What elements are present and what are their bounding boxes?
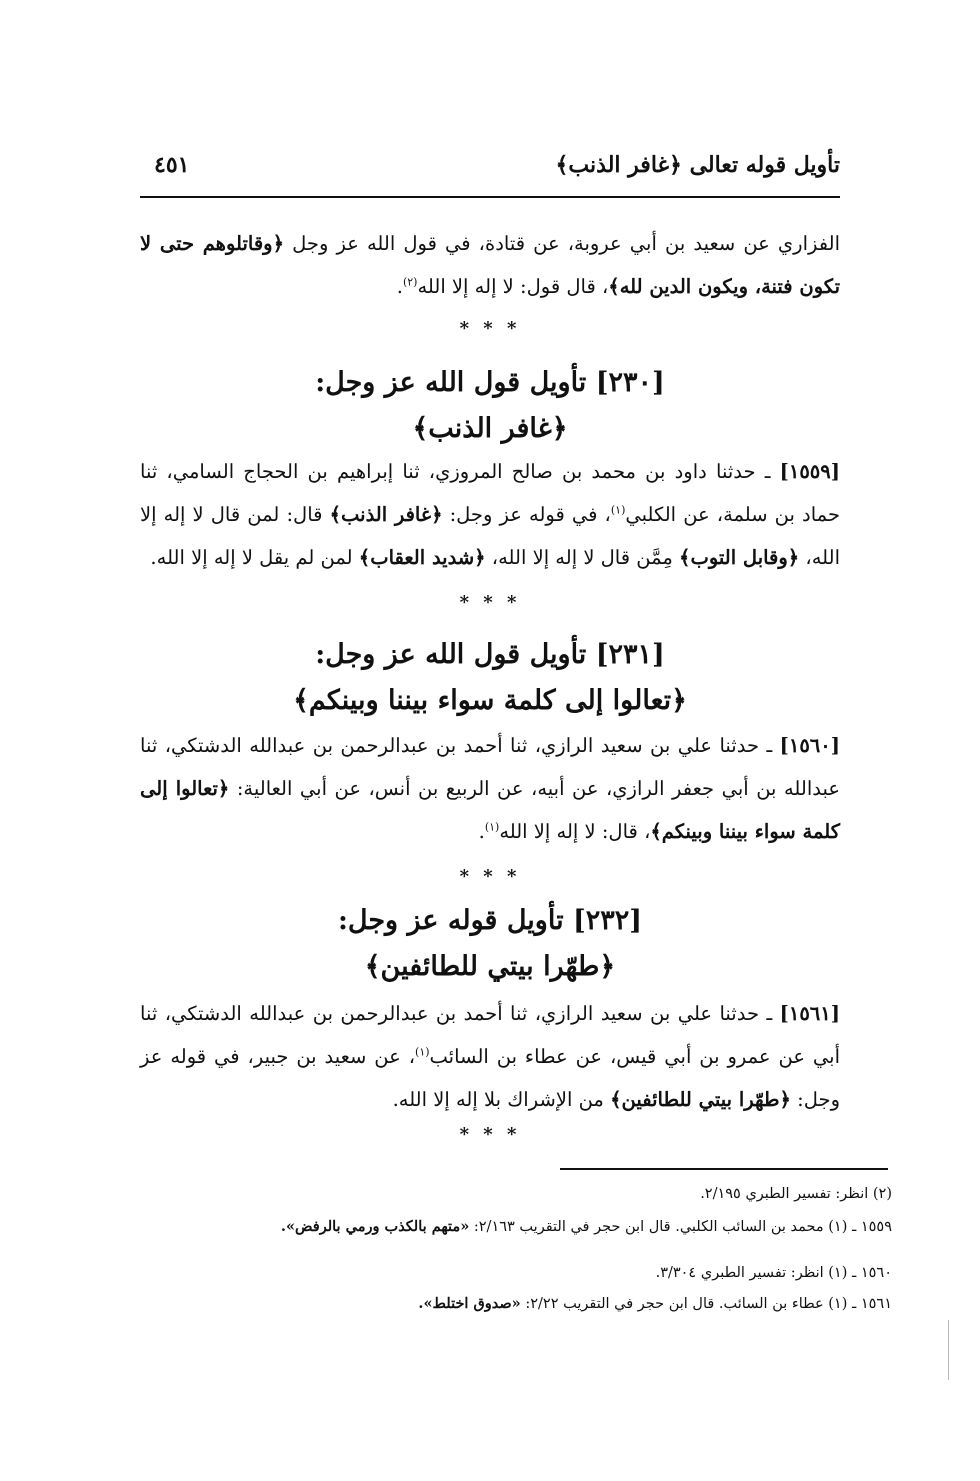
- hadith-paragraph: [140, 724, 840, 853]
- scan-margin-mark: [948, 1320, 949, 1380]
- hadith-paragraph: [140, 992, 840, 1121]
- paragraph-text: ، قال: لا إله إلا الله: [499, 820, 651, 843]
- paragraph-text: ـ حدثنا داود بن محمد بن صالح المروزي، ثنا إبراهيم بن الحجاج السامي، ثنا حماد بن سلمة، عن الكلبي: [140, 460, 841, 526]
- quran-quote: ﴿طهّرا بيتي للطائفين﴾: [610, 1088, 791, 1111]
- paragraph-text: .: [478, 820, 485, 843]
- footnote-ref: (١): [415, 1045, 430, 1059]
- hadith-number: [١٥٦١]: [779, 1002, 840, 1025]
- header-rule: [140, 196, 840, 198]
- footnote-quote: «متهم بالكذب ورمي بالرفض».: [280, 1218, 470, 1235]
- intro-text: ، قال قول: لا إله إلا الله: [417, 275, 609, 298]
- quran-quote: ﴿تعالوا إلى كلمة سواء بيننا وبينكم﴾: [140, 777, 840, 843]
- quran-quote: ﴿شديد العقاب﴾: [358, 546, 486, 569]
- paragraph-text: من الإشراك بلا إله إلا الله.: [392, 1088, 611, 1111]
- footnote-ref: (٢): [402, 275, 418, 289]
- paragraph-text: ، عن سعيد بن جبير، في قوله عز وجل:: [140, 1045, 840, 1111]
- footnote: (٢) انظر: تفسير الطبري ٢/١٩٥.: [700, 1186, 892, 1202]
- paragraph-text: ، في قوله عز وجل:: [442, 503, 611, 526]
- hadith-number: [١٥٥٩]: [779, 460, 840, 483]
- intro-text: الفزاري عن سعيد بن أبي عروبة، عن قتادة، في قول الله عز وجل: [284, 232, 840, 255]
- quran-quote: ﴿وقابل التوب﴾: [679, 546, 800, 569]
- footnote: ١٥٦٠ ـ (١) انظر: تفسير الطبري ٣/٣٠٤.: [655, 1265, 892, 1281]
- footnote-ref: (١): [484, 820, 500, 834]
- section-separator: * * *: [459, 866, 521, 887]
- footnote-text: ١٥٦١ ـ (١) عطاء بن السائب. قال ابن حجر في التقريب ٢/٢٢:: [520, 1296, 892, 1312]
- paragraph-text: لمن لم يقل لا إله إلا الله.: [150, 546, 359, 569]
- paragraph-text: قال: لمن قال لا إله إلا الله،: [140, 503, 840, 569]
- heading-line: [٢٣٠] تأويل قول الله عز وجل:: [315, 367, 665, 398]
- hadith-paragraph: [140, 450, 840, 579]
- footnote-text: ١٥٥٩ ـ (١) محمد بن السائب الكلبي. قال ابن حجر في التقريب ٢/١٦٣:: [469, 1219, 892, 1235]
- quran-quote: ﴿وقاتلوهم حتى لا تكون فتنة، ويكون الدين لله﴾: [140, 232, 840, 298]
- page-header: [140, 152, 840, 194]
- heading-verse: ﴿تعالوا إلى كلمة سواء بيننا وبينكم﴾: [293, 685, 687, 716]
- heading-line: [٢٣١] تأويل قول الله عز وجل:: [315, 639, 665, 670]
- paragraph-text: مِمَّن قال لا إله إلا الله،: [485, 546, 680, 569]
- intro-paragraph: [140, 222, 840, 308]
- footnote-rule: [560, 1168, 888, 1170]
- footnote: [140, 1293, 892, 1315]
- section-heading: [140, 360, 840, 452]
- footnote-quote: «صدوق اختلط».: [418, 1295, 521, 1312]
- paragraph-text: ـ حدثنا علي بن سعيد الرازي، ثنا أحمد بن عبدالرحمن بن عبدالله الدشتكي، ثنا عبدالله بن أبي جعفر الرازي، عن أبيه، عن الربيع بن أنس، عن أبي العالية:: [140, 734, 840, 800]
- running-title: تأويل قوله تعالى ﴿غافر الذنب﴾: [555, 152, 840, 178]
- hadith-number: [١٥٦٠]: [779, 734, 840, 757]
- heading-verse: ﴿غافر الذنب﴾: [412, 413, 568, 444]
- paragraph-text: ـ حدثنا علي بن سعيد الرازي، ثنا أحمد بن عبدالرحمن بن عبدالله الدشتكي، ثنا أبي عن عمرو بن أبي قيس، عن عطاء بن السائب: [140, 1002, 840, 1068]
- page-number: ٤٥١: [154, 152, 190, 178]
- section-heading: [140, 632, 840, 724]
- footnote: [140, 1216, 892, 1238]
- section-separator: * * *: [459, 592, 521, 613]
- section-heading: [140, 898, 840, 990]
- section-separator: * * *: [459, 1124, 521, 1145]
- section-separator: * * *: [459, 318, 521, 339]
- quran-quote: ﴿غافر الذنب﴾: [329, 503, 443, 526]
- heading-verse: ﴿طهّرا بيتي للطائفين﴾: [364, 951, 616, 982]
- heading-line: [٢٣٢] تأويل قوله عز وجل:: [337, 905, 643, 936]
- intro-end: .: [396, 275, 403, 298]
- footnote-ref: (١): [610, 503, 626, 517]
